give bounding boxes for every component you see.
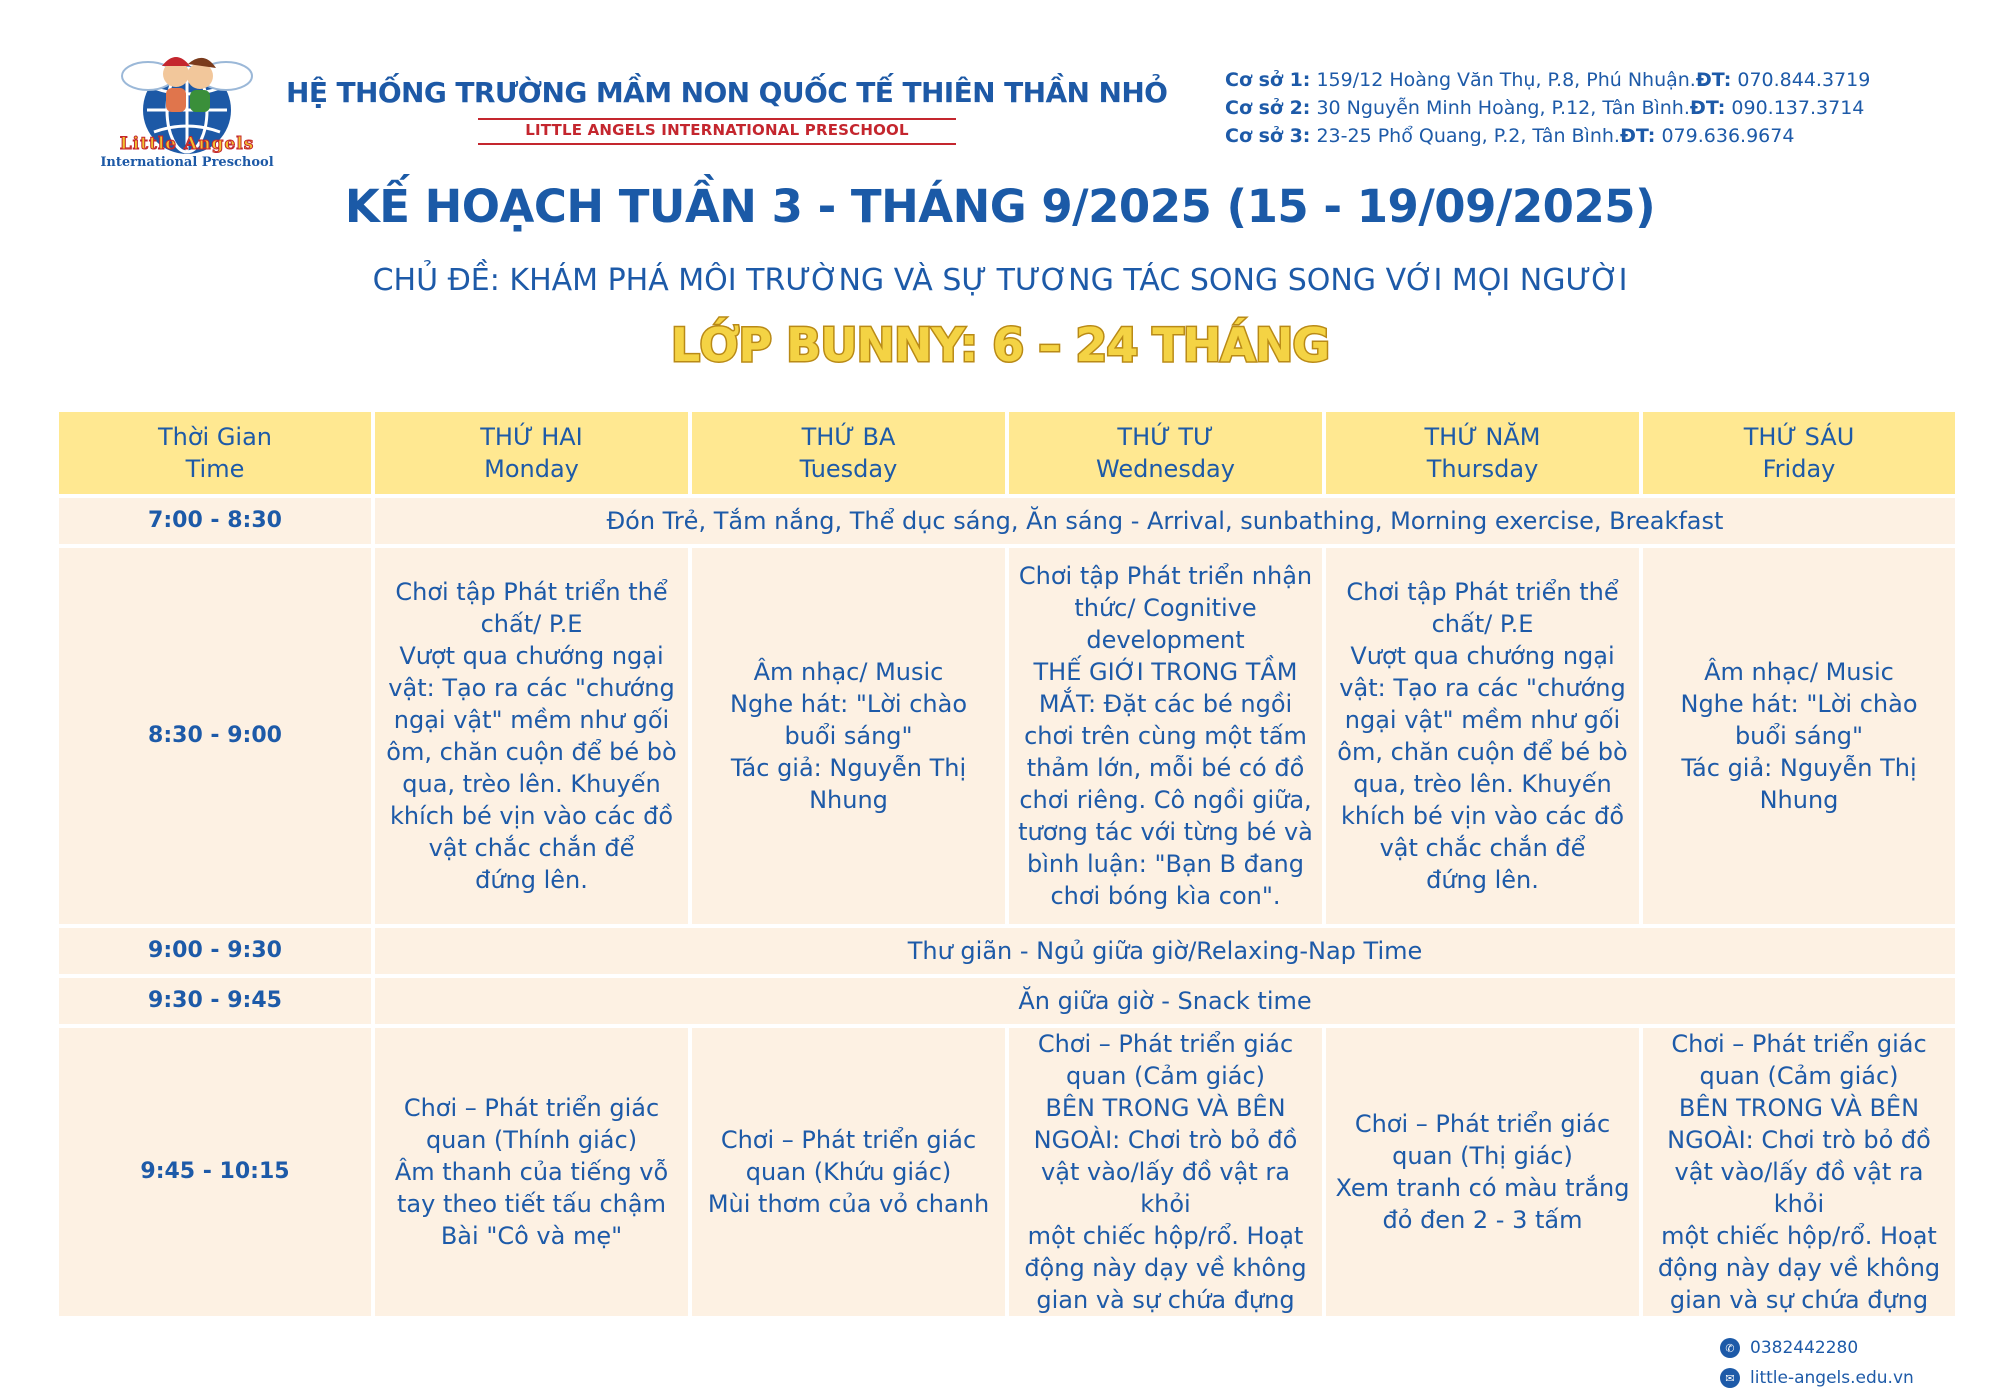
activity-line: tay theo tiết tấu chậm: [397, 1190, 666, 1218]
activity-cell: [1324, 546, 1641, 926]
activity-line: THẾ GIỚI TRONG TẦM: [1033, 658, 1298, 686]
activity-line: bình luận: "Bạn B đang: [1027, 850, 1304, 878]
branch-phone[interactable]: 079.636.9674: [1661, 125, 1795, 147]
address-row: [1225, 122, 1795, 150]
activity-line: BÊN TRONG VÀ BÊN: [1045, 1094, 1286, 1122]
activity-line: chất/ P.E: [480, 610, 583, 638]
table-row: [57, 546, 1957, 926]
address-row: [1225, 66, 1871, 94]
activity-line: Chơi – Phát triển giác: [720, 1126, 977, 1154]
activity-line: vật chắc chắn để: [1379, 834, 1586, 862]
divider-bottom: [478, 143, 956, 145]
branch-phone[interactable]: 070.844.3719: [1737, 69, 1871, 91]
branch-address: 159/12 Hoàng Văn Thụ, P.8, Phú Nhuận.: [1316, 69, 1696, 91]
activity-line: quan (Cảm giác): [1066, 1062, 1265, 1090]
header-time: Thời Gian Time: [57, 410, 373, 496]
activity-line: ngại vật" mềm như gối: [1344, 706, 1621, 734]
activity-line: chơi trên cùng một tấm: [1024, 722, 1307, 750]
activity-line: tương tác với từng bé và: [1018, 818, 1313, 846]
activity-line: Nhung: [809, 786, 888, 814]
branch-phone[interactable]: 090.137.3714: [1731, 97, 1865, 119]
org-subtitle-wrap: [478, 120, 956, 139]
activity-cell: [1007, 1026, 1324, 1318]
activity-line: Âm thanh của tiếng vỗ: [394, 1158, 669, 1186]
activity-line: Vượt qua chướng ngại: [399, 642, 664, 670]
activity-line: Tác giả: Nguyễn Thị: [1681, 754, 1917, 782]
activity-cell: [1641, 1026, 1957, 1318]
activity-line: thức/ Cognitive: [1074, 594, 1257, 622]
activity-span-cell: Ăn giữa giờ - Snack time: [373, 976, 1957, 1026]
activity-line: MẮT: Đặt các bé ngồi: [1038, 690, 1293, 718]
activity-line: Chơi – Phát triển giác: [1037, 1030, 1294, 1058]
activity-line: Âm nhạc/ Music: [753, 658, 944, 686]
activity-line: ngại vật" mềm như gối: [393, 706, 670, 734]
header-monday: THỨ HAI Monday: [373, 410, 690, 496]
activity-line: ôm, chăn cuộn để bé bò: [1337, 738, 1628, 766]
class-title: LỚP BUNNY: 6 – 24 THÁNG: [670, 318, 1330, 372]
org-subtitle: LITTLE ANGELS INTERNATIONAL PRESCHOOL: [525, 121, 909, 139]
activity-line: một chiếc hộp/rổ. Hoạt: [1661, 1222, 1937, 1250]
logo-text-top: Little Angels: [119, 134, 255, 154]
mail-icon: ✉: [1720, 1368, 1740, 1388]
address-block: [1225, 66, 1871, 150]
phone-label: ĐT:: [1689, 97, 1726, 119]
time-cell: 8:30 - 9:00: [57, 546, 373, 926]
theme-subtitle: CHỦ ĐỀ: KHÁM PHÁ MÔI TRƯỜNG VÀ SỰ TƯƠNG TÁC SONG SONG VỚI MỌI NGƯỜI: [372, 263, 1628, 298]
activity-line: Xem tranh có màu trắng: [1335, 1174, 1630, 1202]
org-title: HỆ THỐNG TRƯỜNG MẦM NON QUỐC TẾ THIÊN THẦN NHỎ: [286, 76, 1168, 109]
contact-phone-row: [1720, 1333, 1914, 1363]
activity-line: quan (Thính giác): [425, 1126, 638, 1154]
contact-web-row: [1720, 1363, 1914, 1393]
activity-cell: [373, 546, 690, 926]
activity-cell: [373, 1026, 690, 1318]
branch-label: Cơ sở 2:: [1225, 97, 1311, 119]
activity-line: Nhung: [1759, 786, 1839, 814]
activity-cell: [1641, 546, 1957, 926]
page-title: KẾ HOẠCH TUẦN 3 - THÁNG 9/2025 (15 - 19/09/2025): [344, 180, 1656, 233]
logo-text-bottom: International Preschool: [100, 155, 274, 170]
activity-line: thảm lớn, mỗi bé có đồ: [1026, 754, 1305, 782]
activity-line: đứng lên.: [475, 866, 588, 894]
activity-line: quan (Khứu giác): [745, 1158, 952, 1186]
activity-line: Chơi – Phát triển giác: [1354, 1110, 1611, 1138]
time-cell: 9:00 - 9:30: [57, 926, 373, 976]
activity-line: Vượt qua chướng ngại: [1350, 642, 1615, 670]
activity-span-cell: Thư giãn - Ngủ giữa giờ/Relaxing-Nap Time: [373, 926, 1957, 976]
contact-website[interactable]: little-angels.edu.vn: [1750, 1368, 1914, 1388]
activity-line: buổi sáng": [784, 722, 913, 750]
activity-cell: [690, 546, 1007, 926]
activity-line: NGOÀI: Chơi trò bỏ đồ: [1033, 1126, 1298, 1154]
activity-line: Bài "Cô và mẹ": [440, 1222, 623, 1250]
activity-line: chất/ P.E: [1431, 610, 1534, 638]
activity-line: vật: Tạo ra các "chướng: [1339, 674, 1626, 702]
activity-line: động này dạy về không: [1024, 1254, 1307, 1282]
activity-line: Mùi thơm của vỏ chanh: [707, 1190, 990, 1218]
activity-cell: [690, 1026, 1007, 1318]
phone-label: ĐT:: [1619, 125, 1656, 147]
activity-line: khích bé vịn vào các đồ: [1340, 802, 1625, 830]
activity-line: vật vào/lấy đồ vật ra khỏi: [1674, 1158, 1924, 1218]
activity-line: BÊN TRONG VÀ BÊN: [1678, 1094, 1920, 1122]
activity-line: đứng lên.: [1426, 866, 1539, 894]
header-thursday: THỨ NĂM Thursday: [1324, 410, 1641, 496]
activity-line: vật chắc chắn để: [428, 834, 635, 862]
phone-label: ĐT:: [1695, 69, 1732, 91]
activity-line: gian và sự chứa đựng: [1036, 1286, 1295, 1314]
activity-line: vật vào/lấy đồ vật ra khỏi: [1041, 1158, 1290, 1218]
activity-line: Tác giả: Nguyễn Thị: [730, 754, 967, 782]
header-wednesday: THỨ TƯ Wednesday: [1007, 410, 1324, 496]
activity-line: quan (Cảm giác): [1699, 1062, 1899, 1090]
phone-icon: ✆: [1720, 1338, 1740, 1358]
activity-line: Chơi tập Phát triển nhận: [1018, 562, 1313, 590]
activity-line: chơi riêng. Cô ngồi giữa,: [1019, 786, 1312, 814]
activity-cell: [1007, 546, 1324, 926]
activity-line: động này dạy về không: [1657, 1254, 1941, 1282]
activity-line: quan (Thị giác): [1392, 1142, 1573, 1170]
activity-line: buổi sáng": [1734, 722, 1864, 750]
activity-line: Chơi – Phát triển giác: [403, 1094, 660, 1122]
branch-address: 30 Nguyễn Minh Hoàng, P.12, Tân Bình.: [1316, 97, 1690, 119]
time-cell: 9:30 - 9:45: [57, 976, 373, 1026]
school-logo: [92, 38, 282, 173]
address-row: [1225, 94, 1865, 122]
table-row: [57, 1026, 1957, 1318]
weekly-schedule-table: [55, 408, 1959, 1320]
contact-phone[interactable]: 0382442280: [1750, 1338, 1859, 1358]
activity-span-cell: Đón Trẻ, Tắm nắng, Thể dục sáng, Ăn sáng - Arrival, sunbathing, Morning exercise, Breakfast: [373, 496, 1957, 546]
table-row: [57, 926, 1957, 976]
branch-label: Cơ sở 1:: [1225, 69, 1311, 91]
activity-line: qua, trèo lên. Khuyến: [1353, 770, 1612, 798]
activity-line: một chiếc hộp/rổ. Hoạt: [1027, 1222, 1304, 1250]
activity-line: Âm nhạc/ Music: [1704, 658, 1894, 686]
activity-line: vật: Tạo ra các "chướng: [388, 674, 675, 702]
time-cell: 7:00 - 8:30: [57, 496, 373, 546]
activity-line: qua, trèo lên. Khuyến: [402, 770, 661, 798]
contact-block: [1720, 1333, 1914, 1393]
activity-line: khích bé vịn vào các đồ: [389, 802, 674, 830]
activity-line: Chơi tập Phát triển thể: [395, 578, 668, 606]
branch-label: Cơ sở 3:: [1225, 125, 1311, 147]
activity-line: Chơi tập Phát triển thể: [1346, 578, 1619, 606]
activity-line: gian và sự chứa đựng: [1669, 1286, 1929, 1314]
time-cell: 9:45 - 10:15: [57, 1026, 373, 1318]
table-row: [57, 496, 1957, 546]
activity-line: đỏ đen 2 - 3 tấm: [1382, 1206, 1583, 1234]
activity-line: chơi bóng kìa con".: [1050, 882, 1281, 910]
activity-line: Nghe hát: "Lời chào: [729, 690, 968, 718]
activity-line: Nghe hát: "Lời chào: [1680, 690, 1918, 718]
header-tuesday: THỨ BA Tuesday: [690, 410, 1007, 496]
branch-address: 23-25 Phổ Quang, P.2, Tân Bình.: [1316, 125, 1620, 147]
header-friday: THỨ SÁU Friday: [1641, 410, 1957, 496]
activity-cell: [1324, 1026, 1641, 1318]
activity-line: ôm, chăn cuộn để bé bò: [386, 738, 677, 766]
activity-line: NGOÀI: Chơi trò bỏ đồ: [1667, 1126, 1931, 1154]
activity-line: Chơi – Phát triển giác: [1671, 1030, 1927, 1058]
table-row: [57, 976, 1957, 1026]
table-header-row: [57, 410, 1957, 496]
activity-line: development: [1086, 626, 1245, 654]
